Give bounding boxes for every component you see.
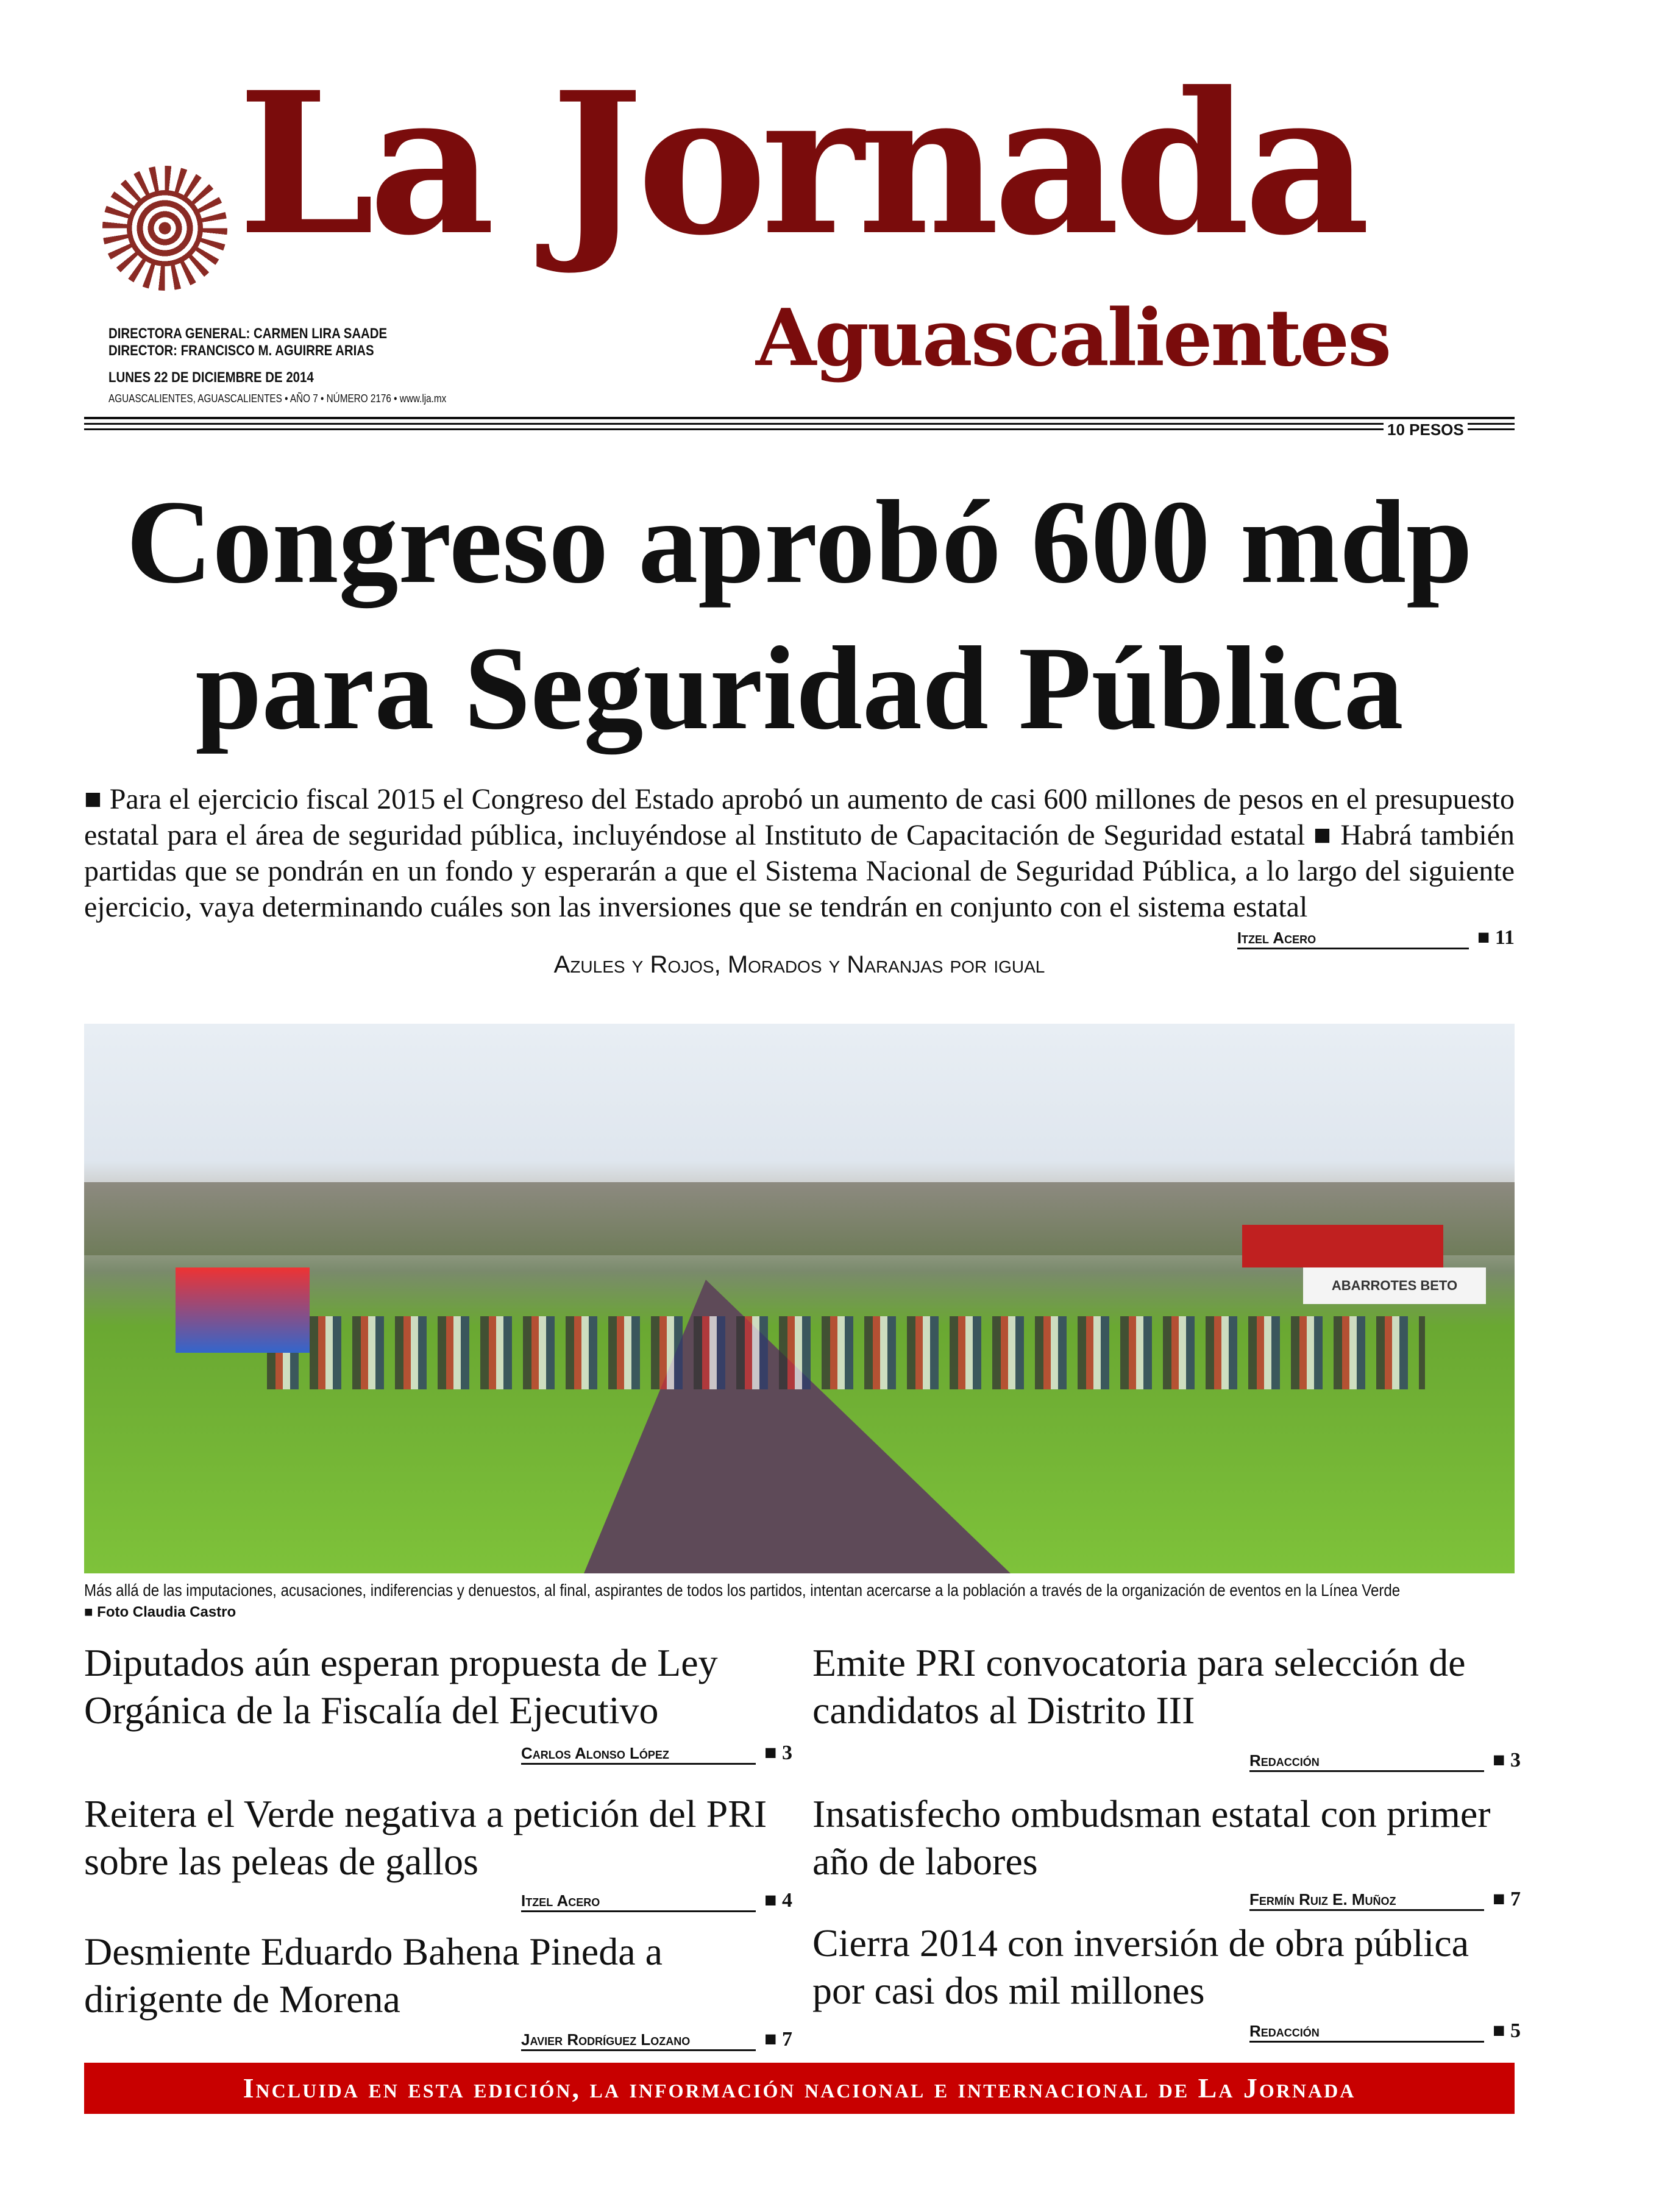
issue-info: AGUASCALIENTES, AGUASCALIENTES • AÑO 7 • NÚMERO 2176 • www.lja.mx [108,392,447,405]
byline-row [1249,1749,1521,1772]
page-number: 7 [782,2028,793,2051]
byline-row [521,1889,792,1912]
store-sign: ABARROTES BETO [1303,1267,1486,1304]
story-headline: Diputados aún esperan propuesta de Ley Orgánica de la Fiscalía del Ejecutivo [84,1641,718,1732]
byline: Carlos Alonso López [521,1744,756,1765]
page-ref[interactable]: ■ 3 [1493,1749,1521,1771]
page-number: 4 [782,1889,793,1912]
lead-deck: ■ Para el ejercicio fiscal 2015 el Congreso del Estado aprobó un aumento de casi 600 millones de pesos en el presupuesto estatal para el área de seguridad pública, incluyéndose al Instituto de Capacitación de Seguridad estatal ■ Habrá también partidas que se pondrán en un fondo y esperarán a que el Sistema Nacional de Seguridad Pública, a lo largo del siguiente ejercicio, vaya determinando cuáles son las inversiones que se tendrán en conjunto con el sistema estatal [84,783,1515,923]
story-item[interactable] [812,1790,1513,1885]
lead-block [84,781,1515,979]
divider [84,423,1515,425]
page-ref[interactable]: ■ 5 [1493,2019,1521,2042]
story-headline: Cierra 2014 con inversión de obra pública por casi dos mil millones [812,1921,1469,2012]
story-headline: Insatisfecho ombudsman estatal con primer año de labores [812,1792,1491,1883]
page-ref[interactable]: ■ 4 [764,1889,793,1912]
byline-row [1249,2019,1521,2043]
photo-credit: ■ Foto Claudia Castro [84,1604,236,1620]
playground [176,1267,310,1353]
byline: Redacción [1249,1751,1484,1772]
story-headline: Reitera el Verde negativa a petición del PRI sobre las peleas de gallos [84,1792,767,1883]
headline-line: para Seguridad Pública [195,622,1404,754]
page-number: 3 [782,1742,793,1764]
logo-sun-icon [102,166,227,291]
byline: Itzel Acero [1237,929,1469,949]
store-roof [1242,1225,1443,1267]
edition-banner: Incluida en esta edición, la información nacional e internacional de La Jornada [84,2063,1515,2114]
page-ref[interactable]: ■ 11 [1477,926,1515,949]
caption-text: Más allá de las imputaciones, acusaciones, indiferencias y denuestos, al final, aspirantes de todos los partidos, intentan acercarse a la población a través de la organización de eventos en la Línea Verde [84,1581,1401,1600]
story-item[interactable] [84,1639,785,1734]
page-number: 5 [1510,2019,1521,2042]
page-number: 11 [1494,926,1515,949]
page-ref[interactable]: ■ 7 [764,2028,793,2051]
story-item[interactable] [84,1928,785,2023]
byline: Fermín Ruiz E. Muñoz [1249,1890,1484,1911]
story-headline: Desmiente Eduardo Bahena Pineda a dirigente de Morena [84,1930,663,2021]
photo-kicker: Azules y Rojos, Morados y Naranjas por igual [553,951,1045,978]
newspaper-logo[interactable]: La Jornada [238,50,1365,278]
issue-date: LUNES 22 DE DICIEMBRE DE 2014 [108,369,314,386]
lead-headline[interactable] [84,469,1515,762]
divider [84,428,1515,430]
director-general: DIRECTORA GENERAL: CARMEN LIRA SAADE [108,325,388,342]
divider [84,417,1515,419]
byline: Javier Rodríguez Lozano [521,2030,756,2051]
story-headline: Emite PRI convocatoria para selección de candidatos al Distrito III [812,1641,1466,1732]
byline: Redacción [1249,2022,1484,2043]
story-item[interactable] [812,1639,1513,1734]
byline-row [1249,1888,1521,1911]
price: 10 PESOS [1384,420,1468,439]
story-item[interactable] [812,1920,1513,2015]
page-number: 7 [1510,1888,1521,1910]
page-number: 3 [1510,1749,1521,1771]
director: DIRECTOR: FRANCISCO M. AGUIRRE ARIAS [108,342,374,359]
page-ref[interactable]: ■ 3 [764,1742,793,1764]
story-item[interactable] [84,1790,785,1885]
byline: Itzel Acero [521,1891,756,1912]
byline-row [521,2028,792,2051]
crowd [267,1316,1425,1389]
headline-line: Congreso aprobó 600 mdp [126,476,1473,608]
byline-row [521,1742,792,1765]
photo-caption [84,1579,1515,1623]
lead-photo[interactable] [84,1024,1515,1573]
lead-byline-row [84,925,1515,949]
edition-name: Aguascalientes [756,292,1390,384]
page-ref[interactable]: ■ 7 [1493,1888,1521,1910]
